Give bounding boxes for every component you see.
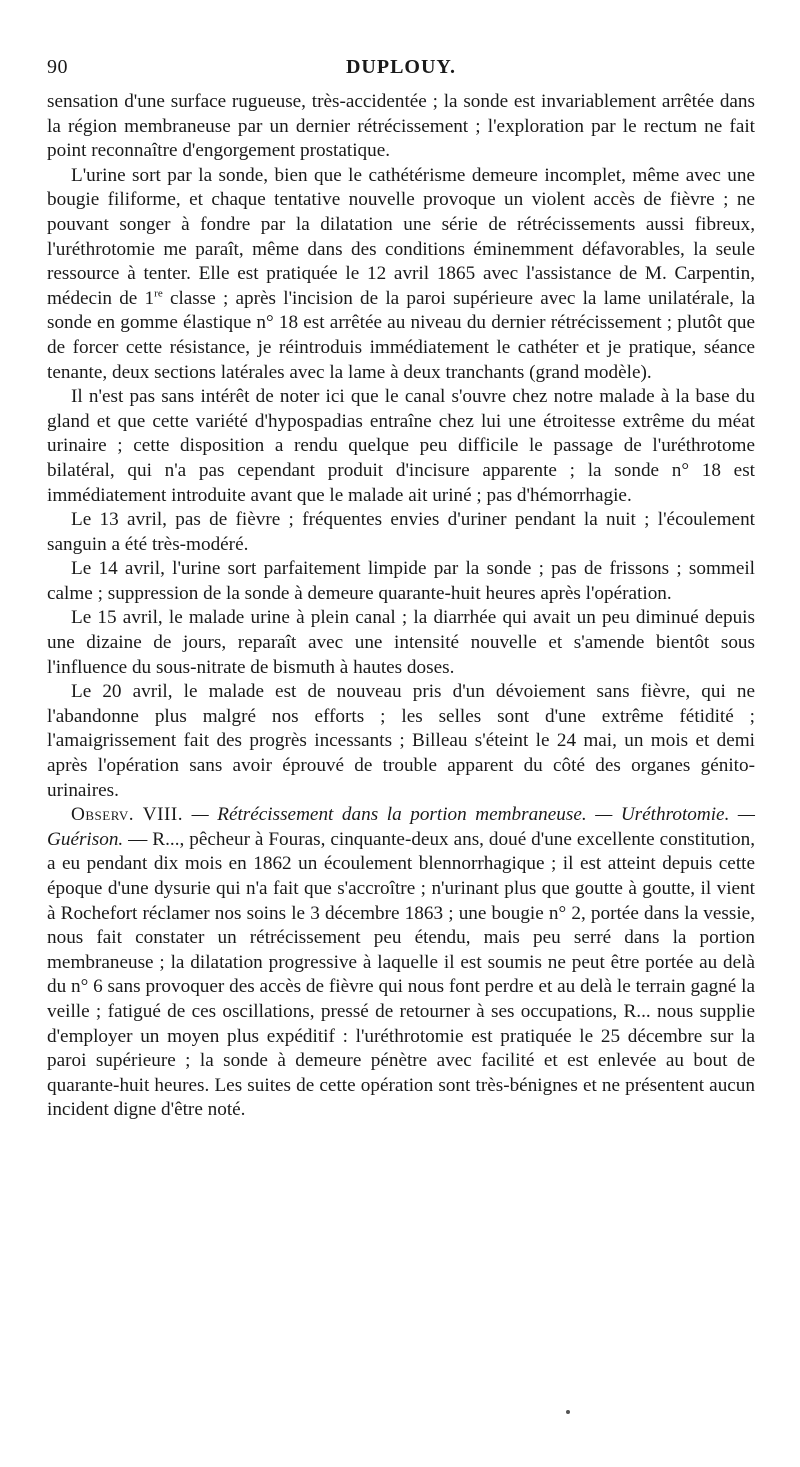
observation-label: Observ. VIII. — [71, 804, 184, 826]
paragraph: Il n'est pas sans intérêt de noter ici que le canal s'ouvre chez notre malade à la base du gland et que cette variété d'hypospadias entraîne chez lui une étroitesse extrême du méat urinaire ; cette disposition a rendu quelque peu difficile le passage de l'uréthrotome bilatéral, qui n'a pas cependant produit d'incisure apparente ; la sonde n° 18 est immédiatement introduite avant que le malade ait uriné ; pas d'hémorrhagie. — [47, 386, 755, 506]
observation-paragraph — [47, 803, 755, 1123]
paragraph: Le 20 avril, le malade est de nouveau pris d'un dévoiement sans fièvre, qui ne l'abandonne plus malgré nos efforts ; les selles sont d'une extrême fétidité ; l'amaigrissement fait des progrès incessants ; Billeau s'éteint le 24 mai, un mois et demi après l'opération sans avoir éprouvé de trouble apparent du côté des organes génito-urinaires. — [47, 681, 755, 801]
page — [47, 56, 755, 1123]
paragraph: Le 13 avril, pas de fièvre ; fréquentes envies d'uriner pendant la nuit ; l'écoulement sanguin a été très-modéré. — [47, 509, 755, 555]
superscript: re — [154, 287, 163, 300]
paragraph-text: classe ; après l'incision de la paroi supérieure avec la lame unilatérale, la sonde en gomme élastique n° 18 est arrêtée au niveau du dernier rétrécissement ; plutôt que de forcer cette résistance, je réintroduis immédiatement le cathéter et je pratique, séance tenante, deux sections latérales avec la lame à deux tranchants (grand modèle). — [47, 287, 756, 383]
running-title: DUPLOUY. — [345, 56, 457, 78]
print-speck — [566, 1410, 570, 1414]
paragraph: Le 14 avril, l'urine sort parfaitement limpide par la sonde ; pas de frissons ; sommeil calme ; suppression de la sonde à demeure quarante-huit heures après l'opération. — [47, 558, 755, 604]
observation-title: — Rétrécissement dans la portion membraneuse. — Uréthrotomie. — Guérison. — [47, 804, 755, 850]
page-number: 90 — [47, 56, 68, 78]
paragraph-text: L'urine sort par la sonde, bien que le cathétérisme demeure incomplet, même avec une bougie filiforme, et chaque tentative nouvelle provoque un violent accès de fièvre ; ne pouvant songer à fondre par la dilatation une série de rétrécissements aussi fibreux, l'uréthrotomie me paraît, même dans des conditions éminemment défavorables, la seule ressource à tenter. Elle est pratiquée le 12 avril 1865 avec l'assistance de M. Carpentin, médecin de 1 — [47, 164, 755, 309]
paragraph: sensation d'une surface rugueuse, très-accidentée ; la sonde est invariablement arrêtée dans la région membraneuse par un dernier rétrécissement ; l'exploration par le rectum ne fait point reconnaître d'engorgement prostatique. — [47, 91, 755, 162]
page-header — [47, 56, 755, 90]
body-text — [47, 90, 755, 1123]
paragraph: Le 15 avril, le malade urine à plein canal ; la diarrhée qui avait un peu diminué depuis une dizaine de jours, reparaît avec une intensité nouvelle et s'amende bientôt sous l'influence du sous-nitrate de bismuth à hautes doses. — [47, 607, 755, 678]
paragraph — [47, 164, 755, 385]
observation-text: — R..., pêcheur à Fouras, cinquante-deux ans, doué d'une excellente constitution, a eu pendant dix mois en 1862 un écoulement blennorrhagique ; il est atteint depuis cette époque d'une dysurie qui n'a fait que s'accroître ; n'urinant plus que goutte à goutte, il vient à Rochefort réclamer nos soins le 3 décembre 1863 ; une bougie n° 2, portée dans la vessie, nous fait constater un rétrécissement peu étendu, mais peu serré dans la portion membraneuse ; la dilatation progressive à laquelle il est soumis ne peut être portée au delà du n° 6 sans provoquer des accès de fièvre qui nous font perdre et au delà le terrain gagné la veille ; fatigué de ces oscillations, pressé de retourner à ses occupations, R... nous supplie d'employer un moyen plus expéditif : l'uréthrotomie est pratiquée le 25 décembre sur la paroi supérieure ; la sonde à demeure pénètre avec facilité et est enlevée au bout de quarante-huit heures. Les suites de cette opération sont très-bénignes et ne présentent aucun incident digne d'être noté. — [47, 828, 755, 1121]
